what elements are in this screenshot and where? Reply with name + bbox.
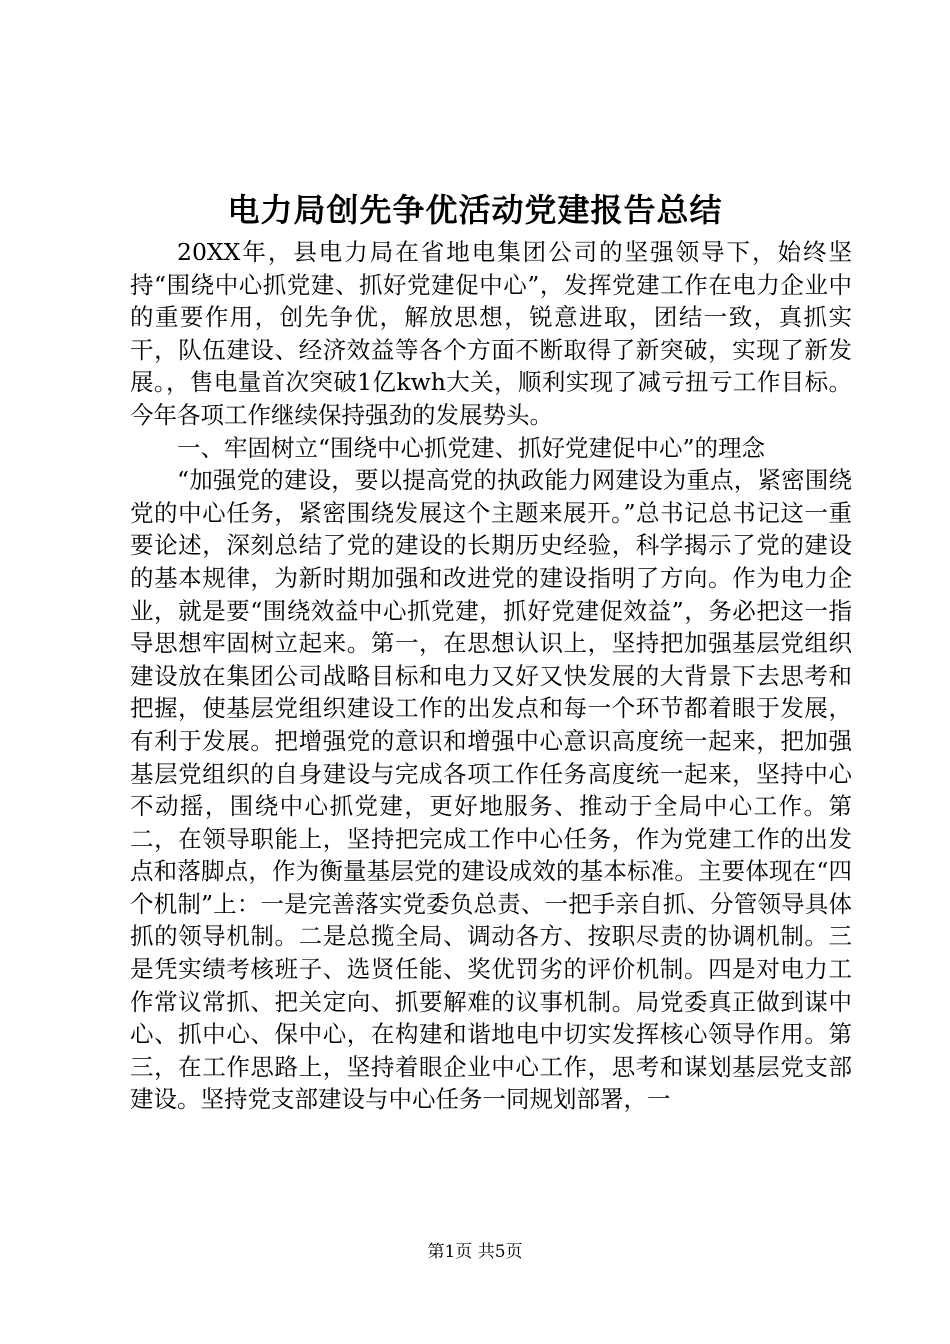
paragraph-section-heading: 一、牢固树立“围绕中心抓党建、抓好党建促中心”的理念 (177, 433, 766, 462)
paragraph-main: “加强党的建设，要以提高党的执政能力网建设为重点，紧密围绕党的中心任务，紧密围绕发展这个主题来展开。”总书记总书记这一重要论述，深刻总结了党的建设的长期历史经验，科学揭示了党的建设的基本规律，为新时期加强和改进党的建设指明了方向。作为电力企业，就是要“围绕效益中心抓党建，抓好党建促效益”，务必把这一指导思想牢固树立起来。第一，在思想认识上，坚持把加强基层党组织建设放在集团公司战略目标和电力又好又快发展的大背景下去思考和把握，使基层党组织建设工作的出发点和每一个环节都着眼于发展，有利于发展。把增强党的意识和增强中心意识高度统一起来，把加强基层党组织的自身建设与完成各项工作任务高度统一起来，坚持中心不动摇，围绕中心抓党建，更好地服务、推动于全局中心工作。第二，在领导职能上，坚持把完成工作中心任务，作为党建工作的出发点和落脚点，作为衡量基层党的建设成效的基本标准。主要体现在“四个机制”上：一是完善落实党委负总责、一把手亲自抓、分管领导具体抓的领导机制。二是总揽全局、调动各方、按职尽责的协调机制。三是凭实绩考核班子、选贤任能、奖优罚劣的评价机制。四是对电力工作常议常抓、把关定向、抓要解难的议事机制。局党委真正做到谋中心、抓中心、保中心，在构建和谐地电中切实发挥核心领导作用。第三，在工作思路上，坚持着眼企业中心工作，思考和谋划基层党支部建设。坚持党支部建设与中心任务一同规划部署，一 (130, 466, 852, 1114)
document-title: 电力局创先争优活动党建报告总结 (227, 191, 723, 229)
page-footer: 第1页 共5页 (427, 1242, 523, 1262)
paragraph-intro: 20XX年，县电力局在省地电集团公司的坚强领导下，始终坚持“围绕中心抓党建、抓好党建促中心”，发挥党建工作在电力企业中的重要作用，创先争优，解放思想，锐意进取，团结一致，真抓实干，队伍建设、经济效益等各个方面不断取得了新突破，实现了新发展。，售电量首次突破1亿kwh大关，顺利实现了减亏扭亏工作目标。今年各项工作继续保持强劲的发展势头。 (130, 238, 852, 429)
document-body (130, 236, 852, 1116)
